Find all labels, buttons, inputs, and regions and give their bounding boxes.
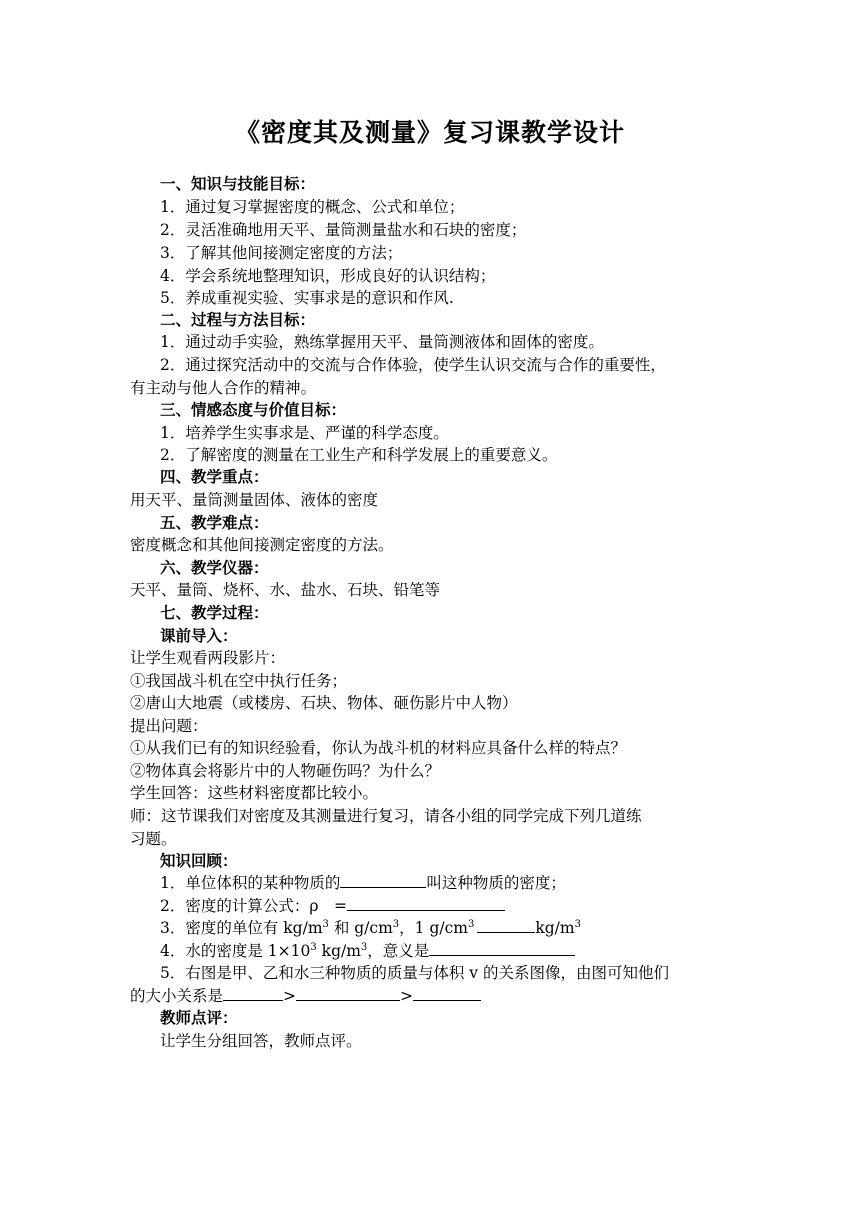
section-2-item-1: 1．通过动手实验，熟练掌握用天平、量筒测液体和固体的密度。 <box>160 333 604 351</box>
section-1-item-3: 3．了解其他间接测定密度的方法； <box>160 244 403 262</box>
section-5-heading: 五、教学难点： <box>160 513 269 532</box>
section-6-text: 天平、量筒、烧杯、水、盐水、石块、铅笔等 <box>130 581 441 599</box>
intro-line-5: ①从我们已有的知识经验看，你认为战斗机的材料应具备什么样的特点？ <box>130 739 627 757</box>
section-2-item-2-cont: 有主动与他人合作的精神。 <box>130 379 317 397</box>
teacher-line-1: 师：这节课我们对密度及其测量进行复习，请各小组的同学完成下列几道练 <box>130 807 642 825</box>
question-5-line-2 <box>130 985 481 1007</box>
question-3-text-a: 3．密度的单位有 kg/m <box>160 919 323 937</box>
superscript: 3 <box>310 941 317 953</box>
section-4-text: 用天平、量筒测量固体、液体的密度 <box>130 491 379 509</box>
superscript: 3 <box>574 918 581 930</box>
question-1-text-b: 叫这种物质的密度； <box>426 874 566 892</box>
section-2-heading: 二、过程与方法目标： <box>160 310 316 329</box>
intro-line-4: 提出问题： <box>130 717 208 735</box>
question-4-text-c: ，意义是 <box>367 942 430 960</box>
comment-text: 让学生分组回答，教师点评。 <box>160 1032 362 1050</box>
section-1-heading: 一、知识与技能目标： <box>160 174 316 193</box>
answer-blank[interactable] <box>296 985 400 1001</box>
superscript: 3 <box>360 941 368 953</box>
teacher-line-2: 习题。 <box>130 830 177 848</box>
question-2-text: 2．密度的计算公式：ρ = <box>160 897 347 915</box>
intro-line-2: ①我国战斗机在空中执行任务； <box>130 672 348 690</box>
question-1-text-a: 1．单位体积的某种物质的 <box>160 874 341 892</box>
question-4-text-a: 4．水的密度是 1×10 <box>160 942 311 960</box>
answer-blank[interactable] <box>223 985 283 1001</box>
section-1-item-2: 2．灵活准确地用天平、量筒测量盐水和石块的密度； <box>160 221 527 239</box>
question-3-text-c: ，1 g/cm <box>399 919 468 937</box>
section-1-item-1: 1．通过复习掌握密度的概念、公式和单位； <box>160 198 465 216</box>
section-4-heading: 四、教学重点： <box>160 467 269 486</box>
section-3-heading: 三、情感态度与价值目标： <box>160 400 347 419</box>
question-5-line-1: 5．右图是甲、乙和水三种物质的质量与体积 v 的关系图像，由图可知他们 <box>160 964 669 982</box>
question-2 <box>160 895 505 917</box>
question-3 <box>160 917 581 939</box>
section-3-item-2: 2．了解密度的测量在工业生产和科学发展上的重要意义。 <box>160 446 558 464</box>
intro-line-7: 学生回答：这些材料密度都比较小。 <box>130 784 379 802</box>
intro-line-3: ②唐山大地震（或楼房、石块、物体、砸伤影片中人物） <box>130 694 518 712</box>
intro-line-6: ②物体真会将影片中的人物砸伤吗？为什么？ <box>130 762 441 780</box>
question-5-text: 的大小关系是 <box>130 987 224 1005</box>
intro-line-1: 让学生观看两段影片： <box>130 649 286 667</box>
answer-blank[interactable] <box>429 940 575 956</box>
section-7-heading: 七、教学过程： <box>160 603 269 622</box>
section-5-text: 密度概念和其他间接测定密度的方法。 <box>130 536 394 554</box>
intro-heading: 课前导入： <box>160 626 238 645</box>
superscript: 3 <box>467 918 475 930</box>
answer-blank[interactable] <box>413 985 481 1001</box>
question-3-text-d: kg/m <box>535 919 575 937</box>
answer-blank[interactable] <box>340 872 426 888</box>
page-title: 《密度其及测量》复习课教学设计 <box>234 118 625 147</box>
section-1-item-5: 5．养成重视实验、实事求是的意识和作风. <box>160 289 454 307</box>
question-1 <box>160 872 566 894</box>
question-4 <box>160 940 575 962</box>
greater-than: > <box>283 987 297 1005</box>
superscript: 3 <box>392 918 400 930</box>
greater-than: > <box>400 987 414 1005</box>
section-6-heading: 六、教学仪器： <box>160 558 269 577</box>
question-4-text-b: kg/m <box>316 942 361 960</box>
answer-blank[interactable] <box>477 917 535 933</box>
question-3-text-b: 和 g/cm <box>328 919 393 937</box>
section-1-item-4: 4．学会系统地整理知识，形成良好的认识结构； <box>160 267 496 285</box>
section-3-item-1: 1．培养学生实事求是、严谨的科学态度。 <box>160 424 449 442</box>
comment-heading: 教师点评： <box>160 1008 238 1027</box>
superscript: 3 <box>322 918 329 930</box>
answer-blank[interactable] <box>347 895 505 911</box>
review-heading: 知识回顾： <box>160 851 238 870</box>
section-2-item-2: 2．通过探究活动中的交流与合作体验，使学生认识交流与合作的重要性， <box>160 356 666 374</box>
